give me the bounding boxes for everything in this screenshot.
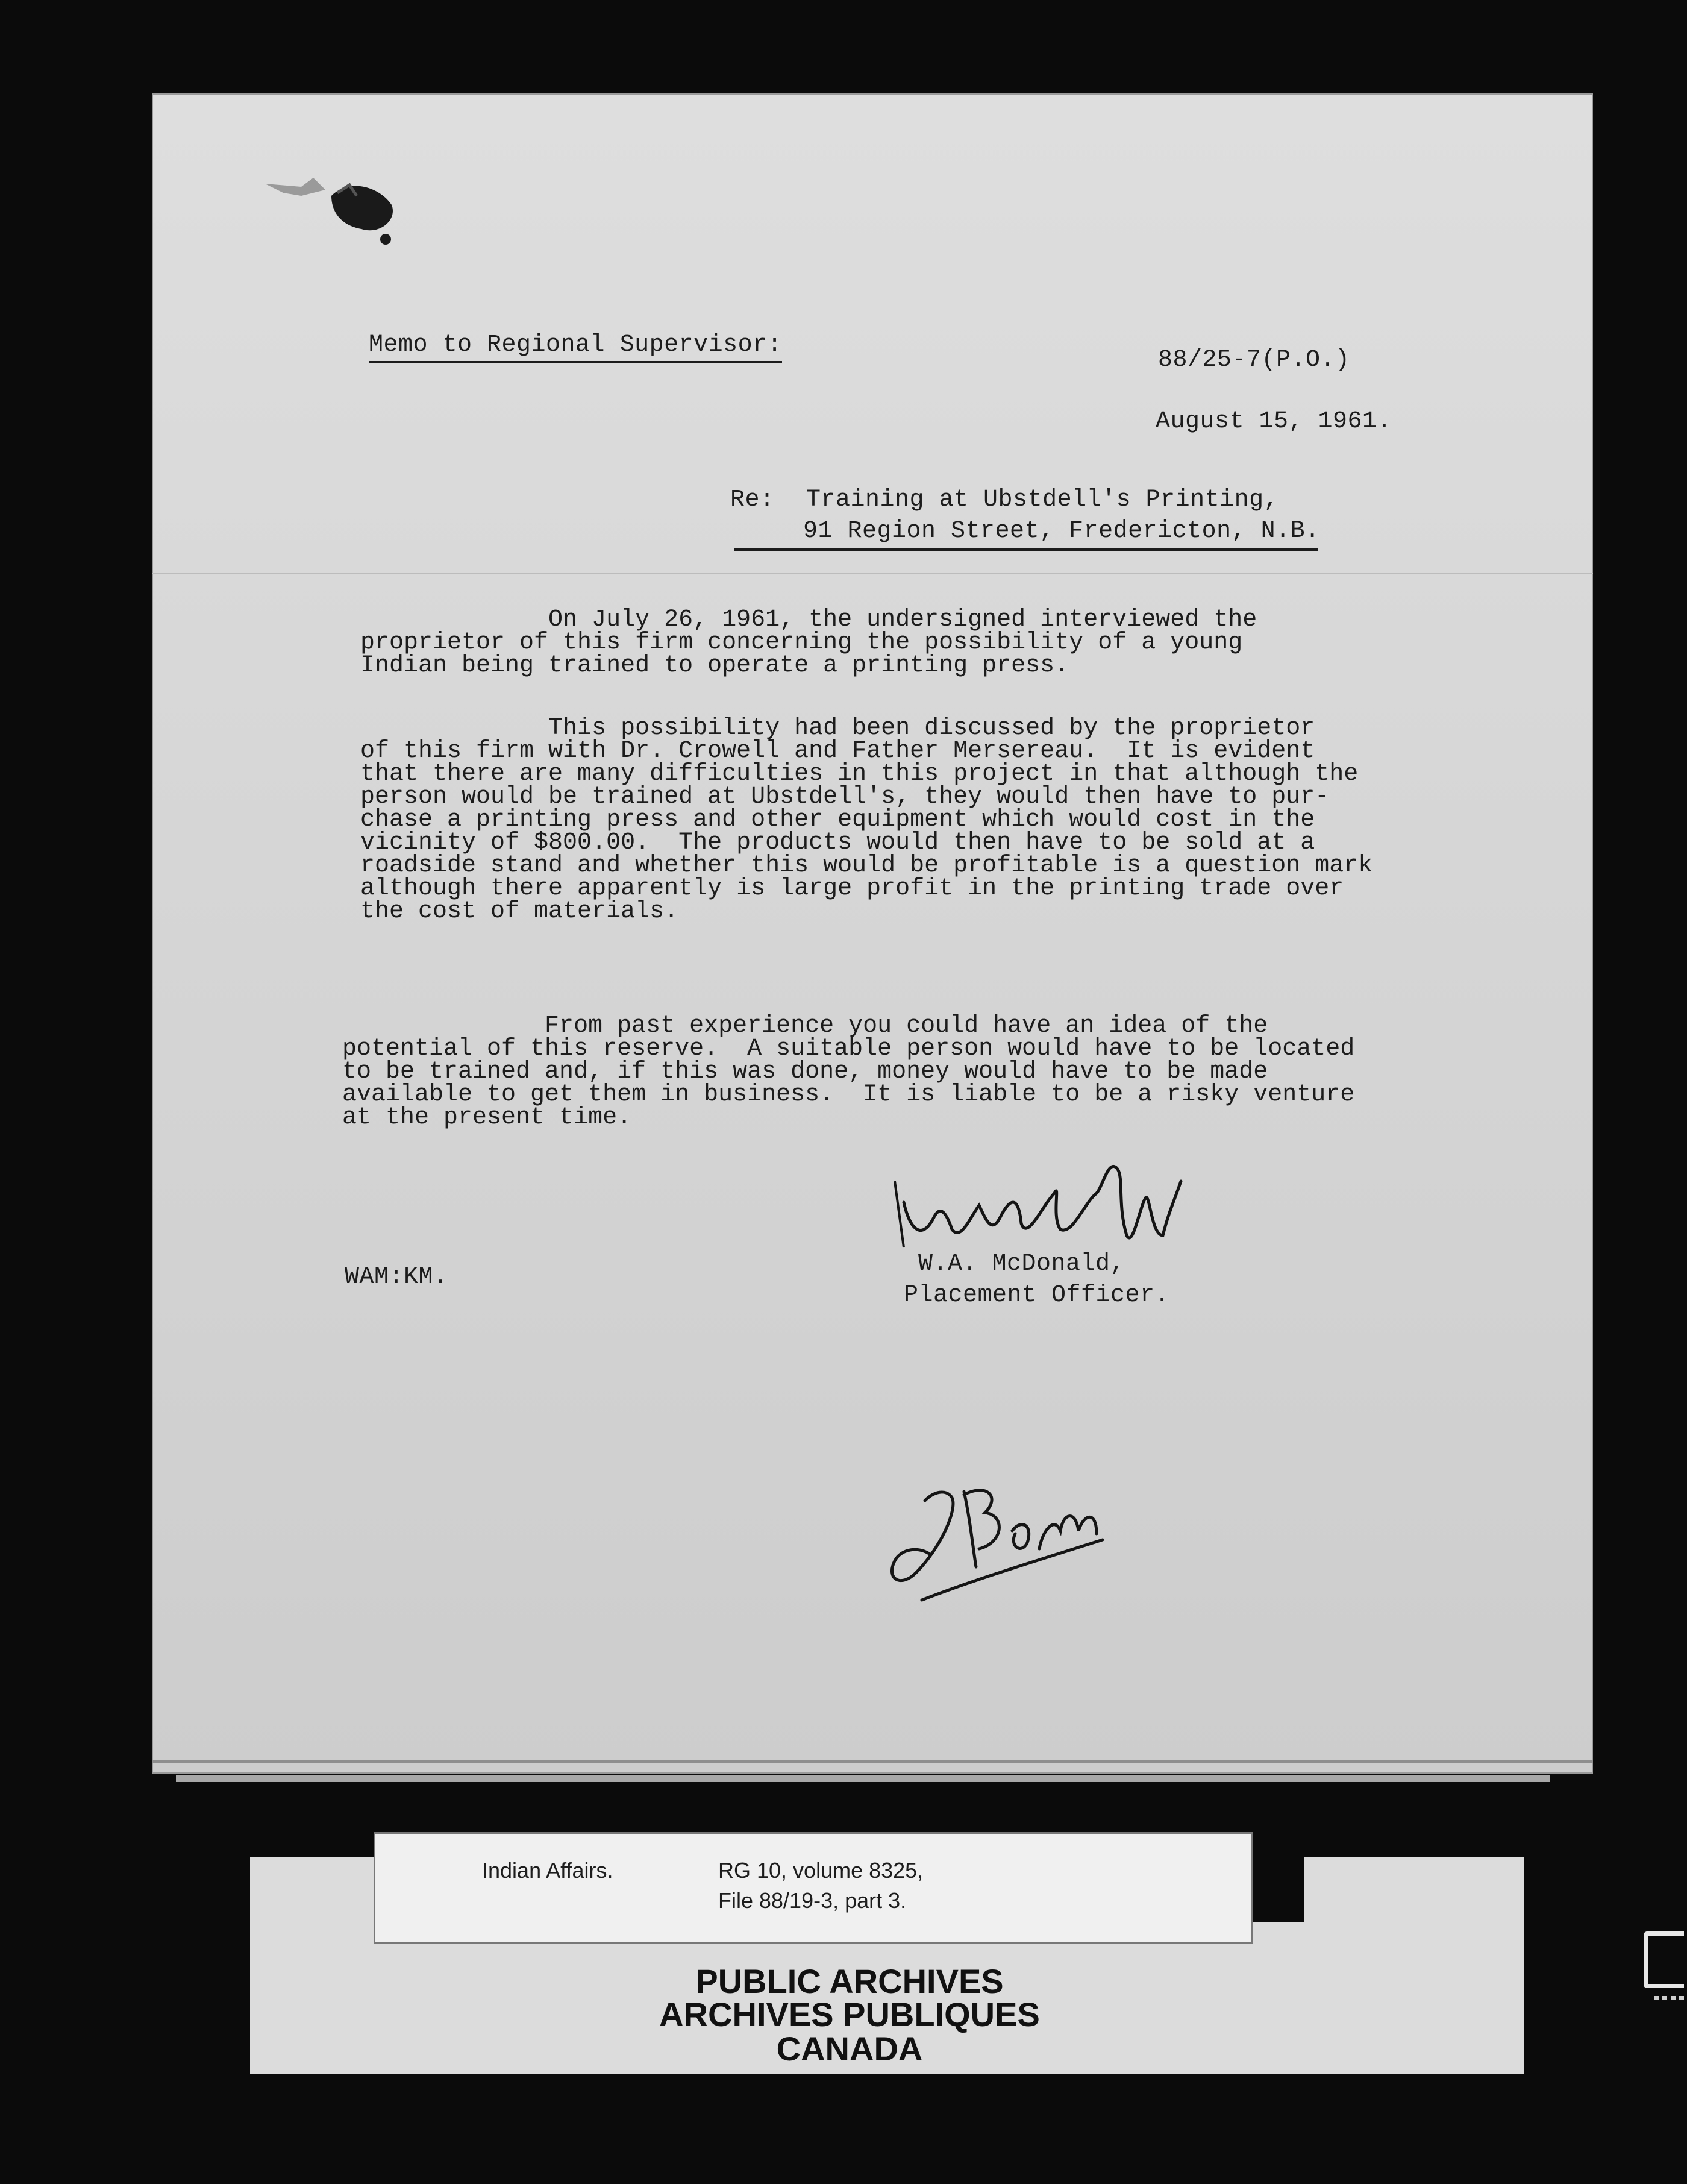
signer-name: W.A. McDonald, [918,1250,1125,1278]
paragraph-line: that there are many difficulties in this project in that although the [360,761,1359,788]
paragraph-line: Indian being trained to operate a printing press. [360,652,1069,679]
label-notch [1250,1850,1304,1922]
paragraph-line: This possibility had been discussed by the proprietor [360,715,1315,742]
paragraph-line: From past experience you could have an idea of the [342,1012,1268,1040]
paper-fold-line [152,573,1593,574]
paper-bottom-edge [152,1760,1593,1763]
paragraph-line: vicinity of $800.00. The products would then have to be sold at a [360,829,1315,856]
paragraph-3 [342,1012,1397,1131]
subject-underline [734,548,1318,551]
subject-line-1: Training at Ubstdell's Printing, [806,486,1279,513]
archive-country: CANADA [776,2030,923,2068]
handwritten-initials [868,1464,1121,1615]
paragraph-line: On July 26, 1961, the undersigned interviewed the [360,606,1257,633]
paragraph-line: although there apparently is large profit in the printing trade over [360,875,1344,902]
paper-stain-mark [259,172,416,268]
archive-name-french: ARCHIVES PUBLIQUES [659,1995,1040,2033]
film-edge-dots [1654,1996,1687,2000]
archive-record-group: RG 10, volume 8325, [718,1858,924,1883]
subject-label: Re: [730,486,775,513]
subject-line-2: 91 Region Street, Fredericton, N.B. [803,518,1320,545]
memo-date: August 15, 1961. [1156,408,1392,435]
memo-addressee: Memo to Regional Supervisor: [369,333,782,357]
file-reference: 88/25-7(P.O.) [1158,347,1350,374]
paragraph-line: person would be trained at Ubstdell's, they would then have to pur- [360,783,1330,811]
signer-title: Placement Officer. [904,1282,1170,1309]
paragraph-line: of this firm with Dr. Crowell and Father Mersereau. It is evident [360,738,1315,765]
archive-department: Indian Affairs. [482,1858,613,1883]
paragraph-line: chase a printing press and other equipment which would cost in the [360,806,1315,833]
paragraph-line: to be trained and, if this was done, money would have to be made [342,1058,1268,1085]
paragraph-2 [360,717,1415,923]
paper-shadow [176,1775,1550,1782]
paragraph-line: proprietor of this firm concerning the possibility of a young [360,629,1243,656]
archive-file-number: File 88/19-3, part 3. [718,1888,907,1913]
paragraph-line: available to get them in business. It is liable to be a risky venture [342,1081,1355,1108]
reference-initials: WAM:KM. [345,1264,448,1291]
paragraph-line: at the present time. [342,1104,632,1131]
film-frame-mark [1644,1931,1684,1988]
archive-name-english: PUBLIC ARCHIVES [695,1962,1004,2000]
paragraph-line: potential of this reserve. A suitable person would have to be located [342,1035,1355,1062]
paragraph-line: roadside stand and whether this would be profitable is a question mark [360,852,1373,879]
paragraph-line: the cost of materials. [360,898,679,925]
paragraph-1 [360,606,1415,679]
